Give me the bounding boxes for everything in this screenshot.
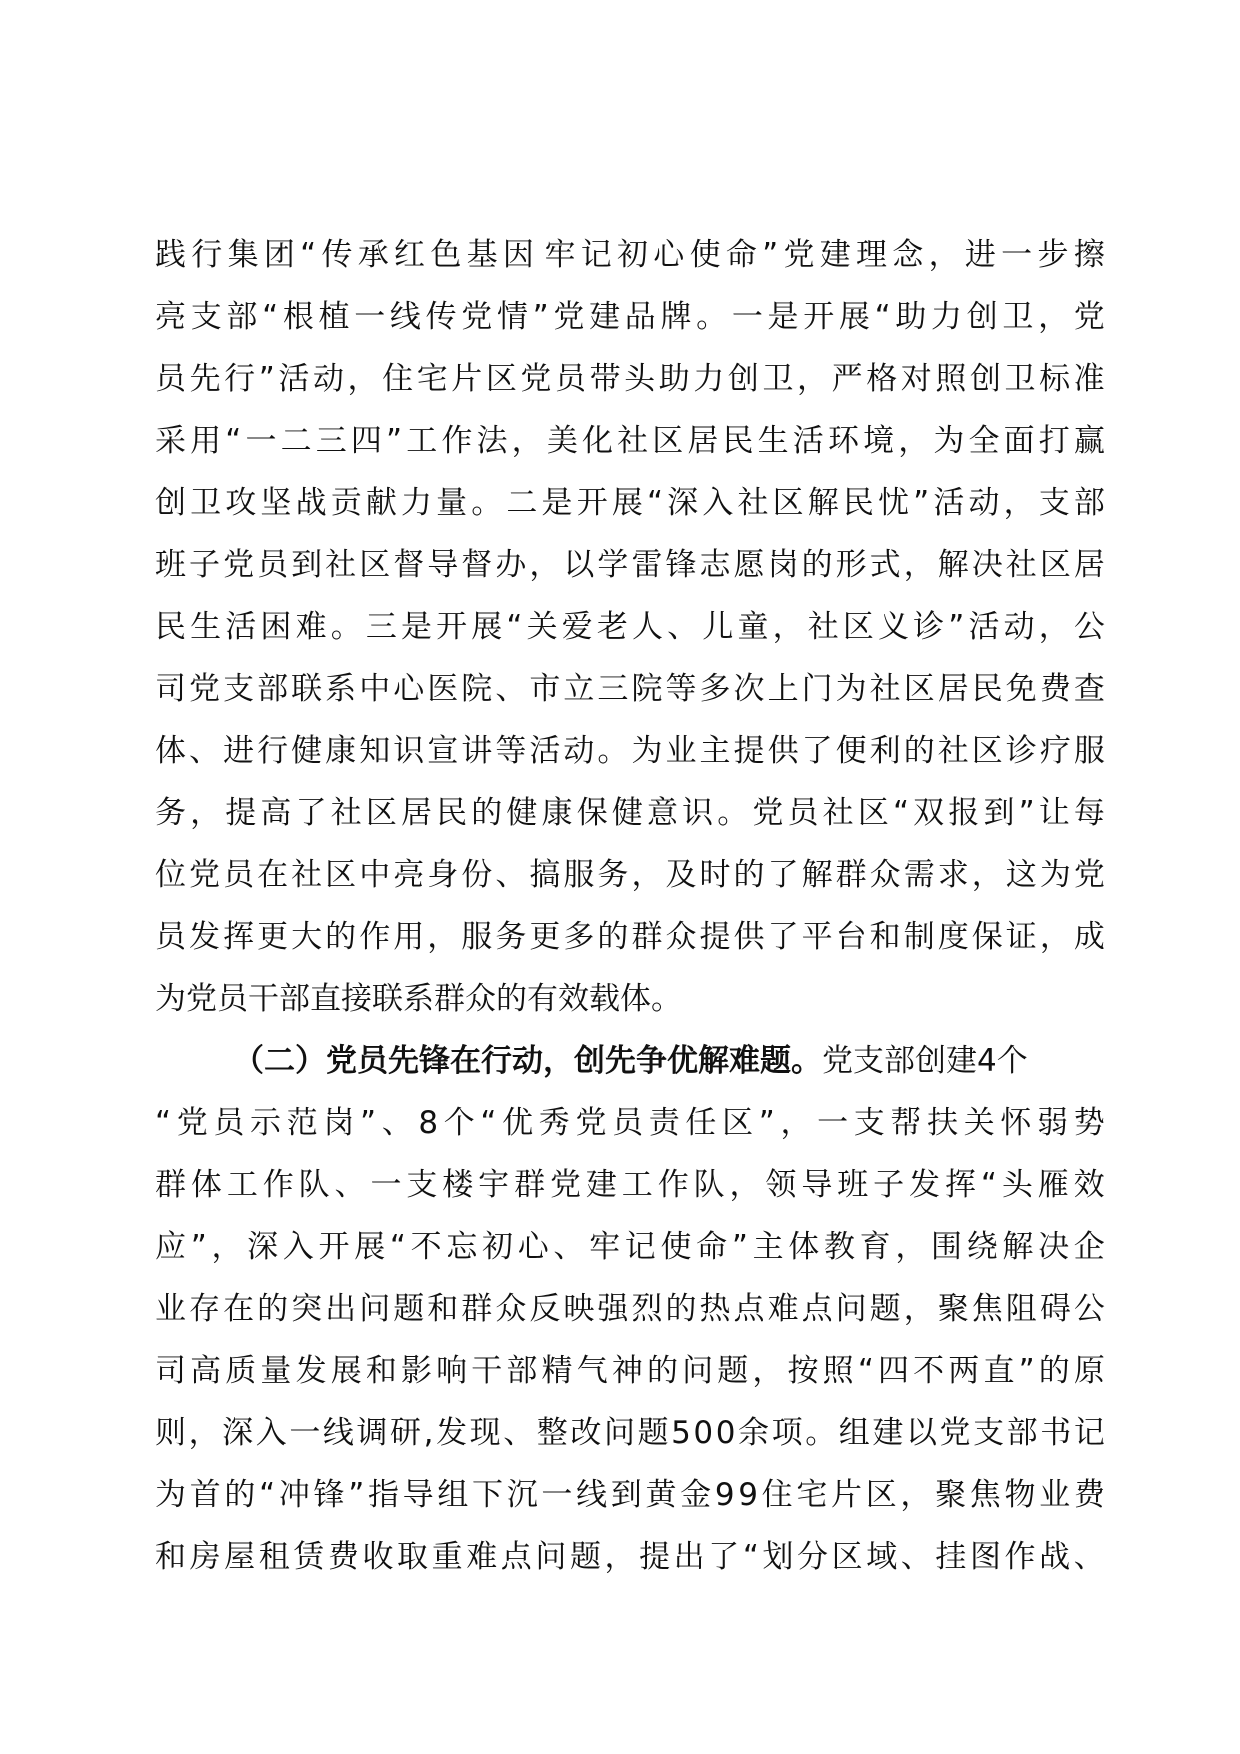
text-line: 则 ， 深 入 一 线 调 研 , 发 现 、 整 改 问 题 5 0 0 余 项 。 组 建 以 党 支 部 书 记 [155, 1415, 1105, 1451]
text-line: 位 党 员 在 社 区 中 亮 身 份 、 搞 服 务 ， 及 时 的 了 解 群 众 需 求 ， 这 为 党 [155, 857, 1105, 893]
text-line: 务 ， 提 高 了 社 区 居 民 的 健 康 保 健 意 识 。 党 员 社 区 “ 双 报 到 ” 让 每 [155, 795, 1105, 831]
text-line: 民 生 活 困 难 。 三 是 开 展 “ 关 爱 老 人 、 儿 童 ， 社 区 义 诊 ” 活 动 ， 公 [155, 609, 1105, 645]
text-line: 践 行 集 团 “ 传 承 红 色 基 因 牢 记 初 心 使 命 ” 党 建 理 念 ， 进 一 步 擦 [155, 237, 1105, 273]
text-line: 体 、 进 行 健 康 知 识 宣 讲 等 活 动 。 为 业 主 提 供 了 便 利 的 社 区 诊 疗 服 [155, 733, 1105, 769]
text-line: 班 子 党 员 到 社 区 督 导 督 办 ， 以 学 雷 锋 志 愿 岗 的 形 式 ， 解 决 社 区 居 [155, 547, 1105, 583]
text-line: 员 发 挥 更 大 的 作 用 ， 服 务 更 多 的 群 众 提 供 了 平 台 和 制 度 保 证 ， 成 [155, 919, 1105, 955]
paragraph-1 [155, 224, 1105, 1030]
text-line: 亮 支 部 “ 根 植 一 线 传 党 情 ” 党 建 品 牌 。 一 是 开 展 “ 助 力 创 卫 ， 党 [155, 299, 1105, 335]
section-heading: （二）党员先锋在行动，创先争优解难题。 [233, 1043, 822, 1079]
heading-continuation: 党支部创建4个 [822, 1043, 1028, 1079]
text-line: “ 党 员 示 范 岗 ” 、 8 个 “ 优 秀 党 员 责 任 区 ” ， 一 支 帮 扶 关 怀 弱 势 [155, 1105, 1105, 1141]
text-line: 司 党 支 部 联 系 中 心 医 院 、 市 立 三 院 等 多 次 上 门 为 社 区 居 民 免 费 查 [155, 671, 1105, 707]
text-line: 创 卫 攻 坚 战 贡 献 力 量 。 二 是 开 展 “ 深 入 社 区 解 民 忧 ” 活 动 ， 支 部 [155, 485, 1105, 521]
text-line: 为 首 的 “ 冲 锋 ” 指 导 组 下 沉 一 线 到 黄 金 9 9 住 宅 片 区 ， 聚 焦 物 业 费 [155, 1477, 1105, 1513]
text-line: 和 房 屋 租 赁 费 收 取 重 难 点 问 题 ， 提 出 了 “ 划 分 区 域 、 挂 图 作 战 、 [155, 1539, 1105, 1575]
text-line: 应 ” ， 深 入 开 展 “ 不 忘 初 心 、 牢 记 使 命 ” 主 体 教 育 ， 围 绕 解 决 企 [155, 1229, 1105, 1265]
text-line: 员 先 行 ” 活 动 ， 住 宅 片 区 党 员 带 头 助 力 创 卫 ， 严 格 对 照 创 卫 标 准 [155, 361, 1105, 397]
paragraph-2 [155, 1030, 1105, 1588]
paragraph-2-first-line [155, 1030, 1105, 1092]
text-line: 司 高 质 量 发 展 和 影 响 干 部 精 气 神 的 问 题 ， 按 照 “ 四 不 两 直 ” 的 原 [155, 1353, 1105, 1389]
text-line: 采 用 “ 一 二 三 四 ” 工 作 法 ， 美 化 社 区 居 民 生 活 环 境 ， 为 全 面 打 赢 [155, 423, 1105, 459]
text-line: 群 体 工 作 队 、 一 支 楼 宇 群 党 建 工 作 队 ， 领 导 班 子 发 挥 “ 头 雁 效 [155, 1167, 1105, 1203]
text-line: 业 存 在 的 突 出 问 题 和 群 众 反 映 强 烈 的 热 点 难 点 问 题 ， 聚 焦 阻 碍 公 [155, 1291, 1105, 1327]
text-line: 为党员干部直接联系群众的有效载体。 [155, 981, 682, 1017]
document-body [155, 224, 1105, 1588]
